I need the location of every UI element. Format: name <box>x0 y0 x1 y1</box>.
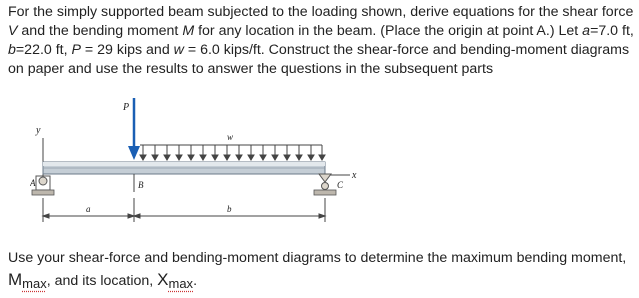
problem-text-3: for any location in the beam. (Place the origin at point A.) Let <box>194 23 583 39</box>
symbol-m: M <box>8 270 23 289</box>
question-text-3: . <box>193 273 198 289</box>
var-p: P <box>71 42 81 58</box>
problem-text-4: =7.0 ft, <box>590 23 634 39</box>
symbol-x: X <box>157 270 169 289</box>
label-b-dim: b <box>227 204 232 214</box>
label-x: x <box>352 170 357 181</box>
label-y: y <box>36 125 41 136</box>
label-p: P <box>123 102 130 113</box>
distributed-load <box>140 145 325 160</box>
point-load-arrow <box>128 98 140 160</box>
label-w: w <box>227 132 234 142</box>
var-m: M <box>182 23 195 39</box>
question-text-1: Use your shear-force and bending-moment diagrams to determine the maximum bending moment, <box>8 250 627 266</box>
roller-support-c <box>314 174 336 195</box>
problem-text-7: = 6.0 kips/ft. Construct the shear-force and bending-moment diagrams on paper and use the results to answer the questions in the subsequent parts <box>8 42 630 77</box>
question-text <box>8 247 636 292</box>
label-a-point: A <box>30 178 36 188</box>
label-a-dim: a <box>86 204 91 214</box>
beam <box>43 162 325 174</box>
var-a: a <box>582 23 591 39</box>
problem-text-2: and the bending moment <box>17 23 183 39</box>
beam-figure <box>30 98 360 226</box>
subscript-max-x: max <box>168 276 194 291</box>
problem-text-5: =22.0 ft, <box>15 42 72 58</box>
problem-statement <box>8 3 636 79</box>
question-text-2: , and its location, <box>46 273 158 289</box>
label-b-point: B <box>138 180 144 190</box>
var-v: V <box>8 23 18 39</box>
label-c-point: C <box>337 180 344 190</box>
problem-text-6: = 29 kips and <box>80 42 174 58</box>
var-b: b <box>8 42 16 58</box>
problem-text-1: For the simply supported beam subjected to the loading shown, derive equations for the shear force <box>8 4 634 20</box>
var-w: w <box>173 42 184 58</box>
subscript-max-m: max <box>22 276 47 291</box>
beam-diagram <box>30 98 360 226</box>
